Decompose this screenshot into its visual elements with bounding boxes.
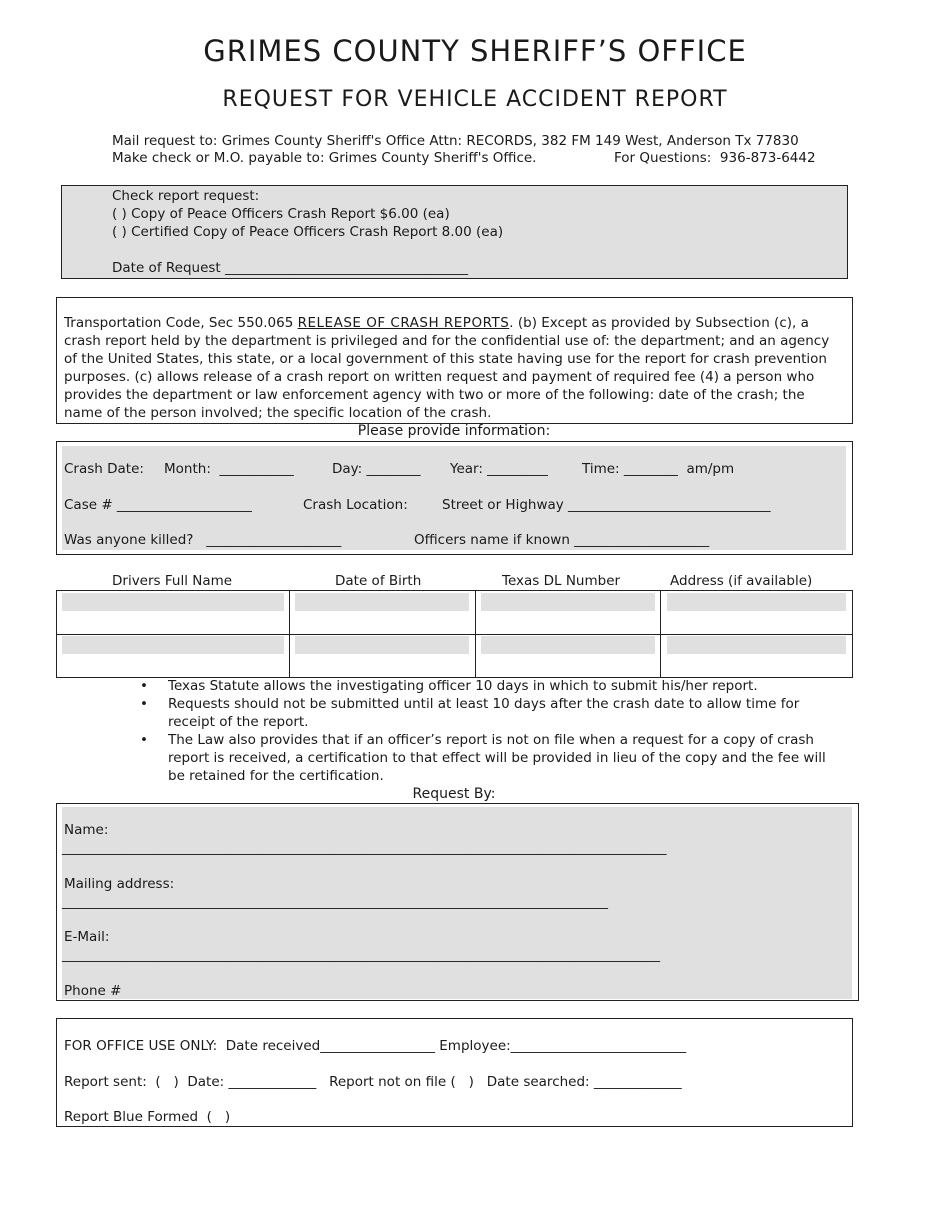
time-field[interactable]: Time: ________ am/pm xyxy=(582,461,735,477)
page-title: GRIMES COUNTY SHERIFF’S OFFICE xyxy=(203,34,747,68)
table-cell[interactable] xyxy=(481,593,655,611)
day-field[interactable]: Day: ________ xyxy=(332,461,421,477)
table-cell[interactable] xyxy=(62,593,284,611)
list-item: • The Law also provides that if an officer’s report is not on file when a request for a copy of crash report is received, a certification to that effect will be provided in lieu of the copy and the fee will be retained for the certification. xyxy=(140,731,840,785)
request-type-heading: Check report request: xyxy=(112,188,260,204)
table-cell[interactable] xyxy=(481,636,655,654)
info-heading: Please provide information: xyxy=(357,423,551,439)
crash-location-label: Crash Location: xyxy=(303,497,408,513)
email-label: E-Mail: xyxy=(64,929,110,945)
crash-date-label: Crash Date: xyxy=(64,461,144,477)
table-cell[interactable] xyxy=(667,636,846,654)
mail-instructions: Mail request to: Grimes County Sheriff's Office Attn: RECORDS, 382 FM 149 West, Anderson Tx 77830 xyxy=(112,133,799,149)
table-cell[interactable] xyxy=(295,593,469,611)
office-blue-formed[interactable]: Report Blue Formed ( ) xyxy=(64,1109,231,1125)
killed-field[interactable]: Was anyone killed? ____________________ xyxy=(64,532,342,548)
list-item: • Texas Statute allows the investigating officer 10 days in which to submit his/her report. xyxy=(140,677,840,695)
year-field[interactable]: Year: _________ xyxy=(450,461,548,477)
payment-instructions: Make check or M.O. payable to: Grimes County Sheriff's Office. xyxy=(112,150,537,166)
table-cell[interactable] xyxy=(62,636,284,654)
notes-list xyxy=(140,677,840,785)
copy-option[interactable]: ( ) Copy of Peace Officers Crash Report $6.00 (ea) xyxy=(112,206,450,222)
email-input[interactable]: ____________________________________________________________________________________________ xyxy=(62,948,660,963)
officer-name-field[interactable]: Officers name if known ____________________ xyxy=(414,532,710,548)
drivers-table xyxy=(56,590,853,678)
col-address: Address (if available) xyxy=(670,573,813,589)
month-field[interactable]: Month: ___________ xyxy=(164,461,294,477)
case-number-field[interactable]: Case # ____________________ xyxy=(64,497,252,513)
phone-field[interactable]: Phone # xyxy=(64,983,122,999)
statute-heading: RELEASE OF CRASH REPORTS xyxy=(297,315,510,331)
certified-copy-option[interactable]: ( ) Certified Copy of Peace Officers Crash Report 8.00 (ea) xyxy=(112,224,504,240)
questions-phone: For Questions: 936-873-6442 xyxy=(614,150,816,166)
name-input[interactable]: _____________________________________________________________________________________________ xyxy=(62,841,667,856)
mailing-address-input[interactable]: ____________________________________________________________________________________ xyxy=(62,895,608,910)
mailing-address-label: Mailing address: xyxy=(64,876,175,892)
col-driver-name: Drivers Full Name xyxy=(112,573,233,589)
table-cell[interactable] xyxy=(667,593,846,611)
page-subtitle: REQUEST FOR VEHICLE ACCIDENT REPORT xyxy=(222,87,728,112)
col-dl-number: Texas DL Number xyxy=(502,573,621,589)
date-of-request-field[interactable]: Date of Request ____________________________________ xyxy=(112,260,468,276)
name-label: Name: xyxy=(64,822,109,838)
office-date-received[interactable]: FOR OFFICE USE ONLY: Date received_________________ Employee:__________________________ xyxy=(64,1038,687,1054)
office-report-sent[interactable]: Report sent: ( ) Date: _____________ Report not on file ( ) Date searched: _____________ xyxy=(64,1074,682,1090)
table-cell[interactable] xyxy=(295,636,469,654)
request-by-heading: Request By: xyxy=(412,786,496,802)
street-field[interactable]: Street or Highway ______________________________ xyxy=(442,497,771,513)
list-item: • Requests should not be submitted until at least 10 days after the crash date to allow time for receipt of the report. xyxy=(140,695,840,731)
statute-text: Transportation Code, Sec 550.065 RELEASE OF CRASH REPORTS. (b) Except as provided by Subsection (c), a crash report held by the department is privileged and for the confidential use of: the department; and an agency of the United States, this state, or a local government of this state having use for the report for crash prevention purposes. (c) allows release of a crash report on written request and payment of required fee (4) a person who provides the department or law enforcement agency with two or more of the following: date of the crash; the name of the person involved; the specific location of the crash. xyxy=(64,315,830,421)
col-dob: Date of Birth xyxy=(335,573,422,589)
